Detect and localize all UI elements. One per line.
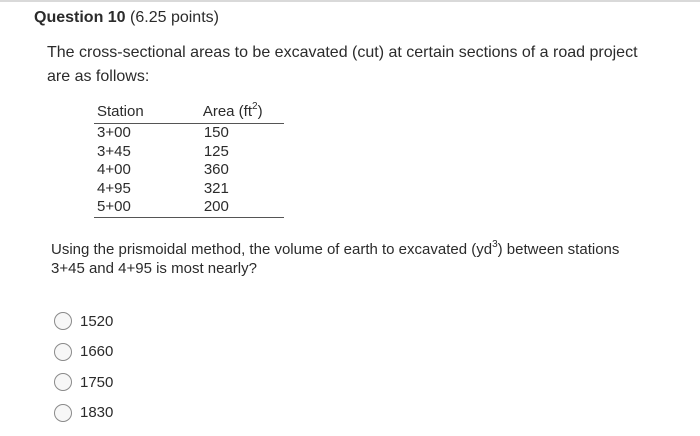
answer-options [52,306,113,428]
option-label: 1660 [80,343,114,361]
radio-button[interactable] [54,373,72,391]
table-row [94,143,284,162]
top-divider [0,0,700,2]
option-label: 1520 [80,312,114,330]
question-prompt: The cross-sectional areas to be excavated (cut) at certain sections of a road project are as follows: [47,44,638,85]
table-row [94,161,284,180]
answer-option[interactable] [52,398,113,429]
table-row [94,180,284,199]
area-cell: 360 [203,161,229,178]
area-cell: 321 [203,179,229,197]
radio-button[interactable] [54,404,72,422]
area-cell: 200 [197,198,284,217]
radio-button[interactable] [54,343,72,361]
question-points: (6.25 points) [130,9,219,26]
radio-button[interactable] [54,312,72,330]
station-cell: 3+45 [97,142,131,160]
station-area-table [94,101,284,218]
station-cell: 4+00 [97,161,131,178]
table-row [94,124,284,143]
answer-option[interactable] [52,367,113,398]
option-label: 1830 [80,404,114,422]
station-cell: 4+95 [97,179,131,197]
header-area: Area $(ft^2)$ [197,101,284,124]
area-cell: 150 [203,124,229,141]
header-station: Station [94,101,197,124]
question-header [34,8,219,28]
answer-option[interactable] [52,337,113,368]
answer-option[interactable] [52,306,113,337]
question-title: Question 10 [34,9,126,26]
table-header-row [94,101,284,124]
station-cell: 3+00 [97,124,131,141]
station-cell: 5+00 [94,198,197,217]
question-subprompt: Using the prismoidal method, the volume of earth to excavated $(yd^3)$ between stations 3+45 and 4+95 is most nearly? [51,239,620,277]
area-cell: 125 [203,142,229,160]
table-row [94,198,284,217]
option-label: 1750 [80,373,114,391]
